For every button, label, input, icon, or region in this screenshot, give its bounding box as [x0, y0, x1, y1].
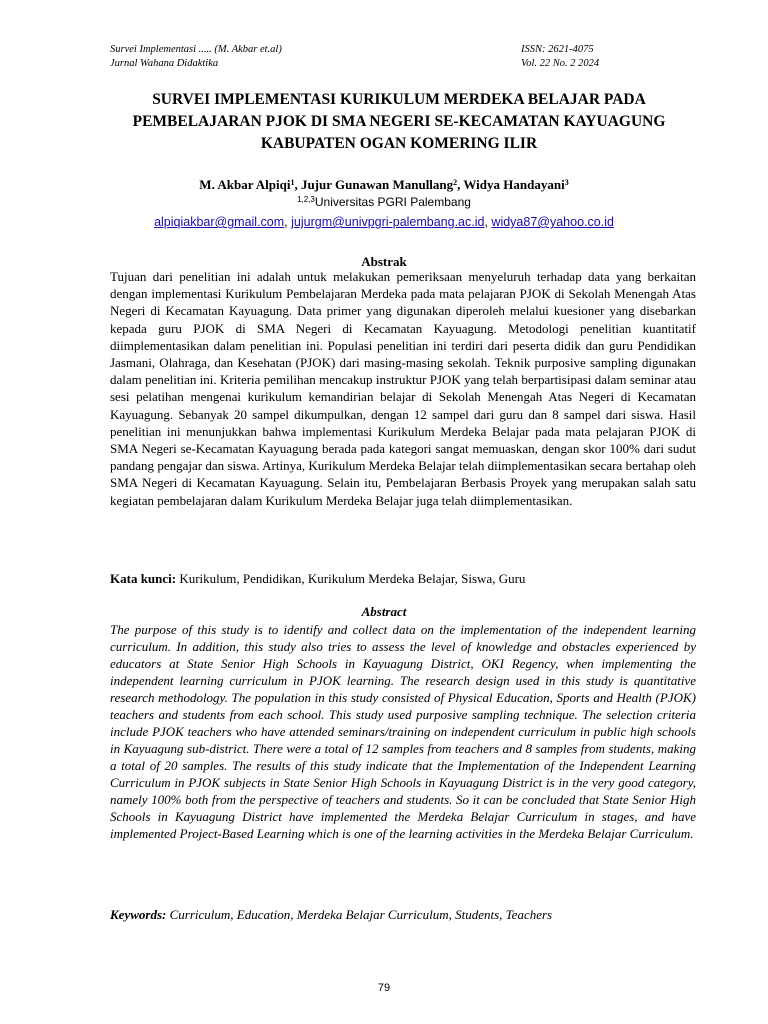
author-list [0, 176, 768, 193]
kata-kunci-label: Kata kunci: [110, 571, 177, 586]
author-affiliation-mark: 1 [290, 178, 295, 187]
running-header-article: Survei Implementasi ..... (M. Akbar et.al) [110, 44, 282, 55]
author-name: Widya Handayani [463, 177, 565, 192]
running-header-right [521, 43, 599, 71]
email-link[interactable]: jujurgm@univpgri-palembang.ac.id [291, 215, 485, 229]
affiliation-mark: 1,2,3 [297, 195, 315, 204]
abstrak-body: Tujuan dari penelitian ini adalah untuk melakukan pemeriksaan menyeluruh terhadap data yang berkaitan dengan implementasi Kurikulum Pembelajaran Merdeka pada mata pelajaran PJOK di Sekolah Menengah Atas Negeri di Kecamatan Kayuagung. Data primer yang digunakan diperoleh melalui kuesioner yang disebarkan kepada guru PJOK di SMA Negeri di Kecamatan Kayuagung. Metodologi penelitian kuantitatif diimplementasikan dalam penelitian ini. Populasi penelitian ini terdiri dari peserta didik dan guru Pendidikan Jasmani, Olahraga, dan Kesehatan (PJOK) dari masing-masing sekolah. Teknik purposive sampling digunakan dalam penelitian ini. Kriteria pemilihan mencakup instruktur PJOK yang telah berpartisipasi dalam seminar atau sesi pelatihan mengenai kurikulum kemandirian belajar di Sekolah Menengah Atas Negeri di Kecamatan Kayuagung. Sebanyak 20 sampel dikumpulkan, dengan 12 sampel dari guru dan 8 sampel dari siswa. Hasil penelitian ini menunjukkan bahwa implementasi Kurikulum Merdeka Belajar pada mata pelajaran PJOK di SMA Negeri se-Kecamatan Kayuagung berada pada kategori sangat memuaskan, dengan skor 100% dari sudut pandang pengajar dan siswa. Artinya, Kurikulum Merdeka Belajar telah diimplementasikan secara bertahap oleh SMA Negeri di Kecamatan Kayuagung. Selain itu, Pembelajaran Berbasis Proyek yang merupakan salah satu kegiatan pembelajaran dalam Kurikulum Merdeka Belajar juga telah diimplementasikan. [110, 269, 696, 508]
abstract-heading: Abstract [361, 604, 407, 619]
author-affiliation-mark: 3 [564, 178, 569, 187]
running-header-volume: Vol. 22 No. 2 2024 [521, 58, 600, 69]
paper-title: SURVEI IMPLEMENTASI KURIKULUM MERDEKA BELAJAR PADA PEMBELAJARAN PJOK DI SMA NEGERI SE-KECAMATAN KAYUAGUNG KABUPATEN OGAN KOMERING ILIR [132, 91, 666, 152]
keywords-label: Keywords: [110, 907, 167, 922]
affiliation [0, 194, 768, 210]
email-link[interactable]: alpiqiakbar@gmail.com [154, 215, 285, 229]
author-separator: , [457, 177, 464, 192]
author-name: Jujur Gunawan Manullang [300, 177, 454, 192]
abstrak-heading: Abstrak [361, 254, 407, 269]
running-header-issn: ISSN: 2621-4075 [521, 44, 594, 55]
keywords-values: Curriculum, Education, Merdeka Belajar Curriculum, Students, Teachers [169, 907, 553, 922]
author-affiliation-mark: 2 [453, 178, 458, 187]
running-header-left [110, 43, 282, 71]
email-link[interactable]: widya87@yahoo.co.id [491, 215, 614, 229]
abstract-body: The purpose of this study is to identify and collect data on the implementation of the independent learning curriculum. In addition, this study also tries to assess the level of knowledge and obstacles experienced by educators at State Senior High Schools in Kayuagung District, OKI Regency, when implementing the independent learning curriculum in PJOK learning. The research design used in this study is quantitative research methodology. The population in this study consisted of Physical Education, Sports and Health (PJOK) teachers and students from each school. This study used purposive sampling technique. The selection criteria include PJOK teachers who have attended seminars/training on independent curriculum in public high schools in Kayuagung sub-district. There were a total of 12 samples from teachers and 8 samples from students, making a total of 20 samples. The results of this study indicate that the Implementation of the Independent Learning Curriculum in PJOK subjects in State Senior High Schools in Kayuagung District is in the very good category, namely 100% both from the perspective of teachers and students. So it can be concluded that State Senior High Schools in Kayuagung District have implemented the Merdeka Belajar Curriculum in stages, and have implemented Project-Based Learning which is one of the learning activities in the Merdeka Belajar Curriculum. [110, 622, 696, 841]
author-name: M. Akbar Alpiqi [199, 177, 291, 192]
keywords [110, 906, 696, 923]
kata-kunci-values: Kurikulum, Pendidikan, Kurikulum Merdeka Belajar, Siswa, Guru [179, 571, 526, 586]
affiliation-name: Universitas PGRI Palembang [314, 195, 471, 209]
kata-kunci [110, 570, 696, 587]
running-header-journal: Jurnal Wahana Didaktika [110, 58, 219, 69]
author-separator: , [294, 177, 301, 192]
page-number: 79 [377, 982, 391, 994]
author-emails: alpiqiakbar@gmail.com, jujurgm@univpgri-palembang.ac.id, widya87@yahoo.co.id [154, 215, 614, 229]
